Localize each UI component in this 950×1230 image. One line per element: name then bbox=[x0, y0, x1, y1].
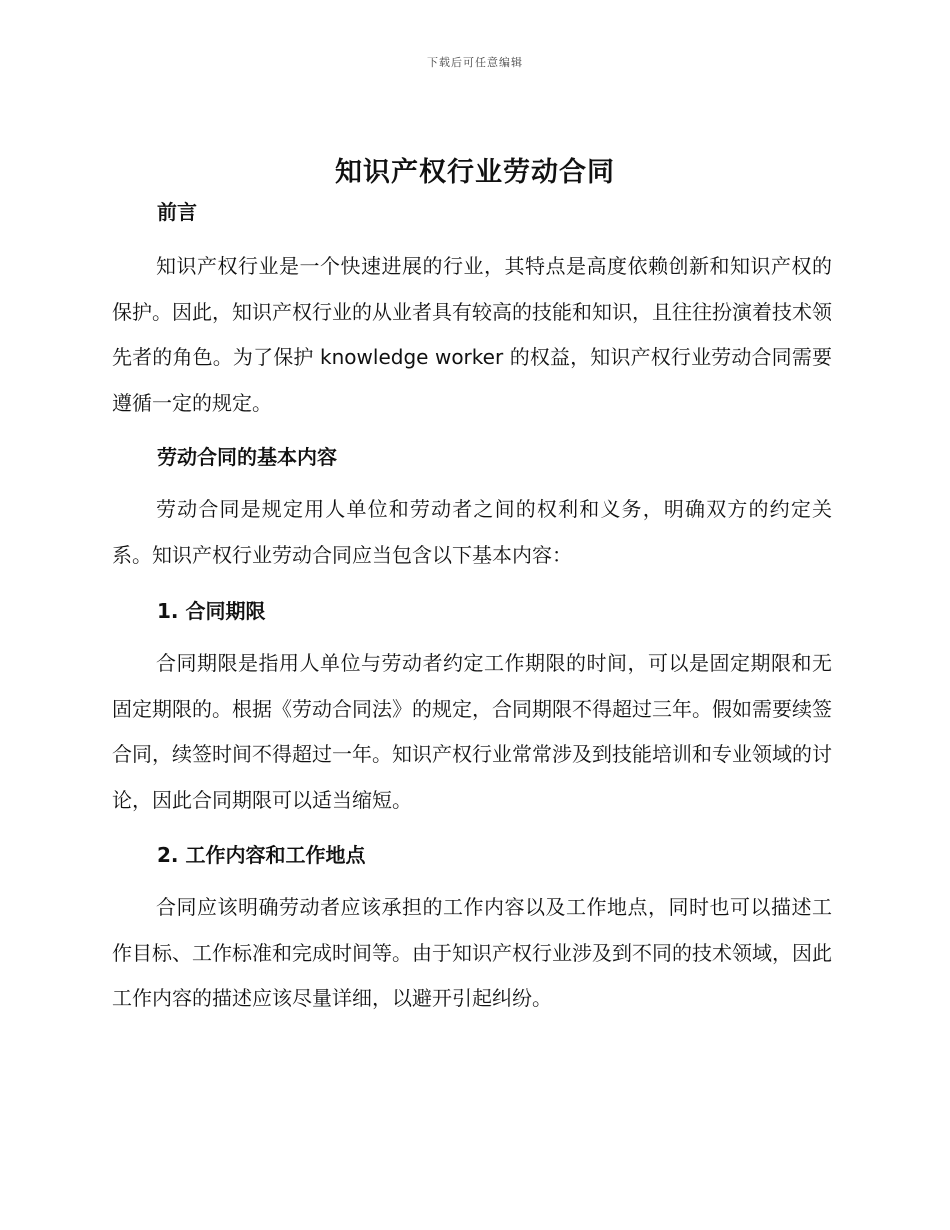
section-heading-preface: 前言 bbox=[157, 200, 197, 224]
section-heading-work-content: 2. 工作内容和工作地点 bbox=[157, 843, 366, 867]
page-header-note: 下载后可任意编辑 bbox=[427, 56, 523, 69]
document-title: 知识产权行业劳动合同 bbox=[335, 157, 615, 188]
section-paragraph-work-content: 合同应该明确劳动者应该承担的工作内容以及工作地点，同时也可以描述工作目标、工作标准和完成时间等。由于知识产权行业涉及到不同的技术领域，因此工作内容的描述应该尽量详细，以避开引起纠纷。 bbox=[112, 895, 832, 1010]
section-heading-basic-content: 劳动合同的基本内容 bbox=[157, 445, 337, 469]
section-paragraph-contract-term: 合同期限是指用人单位与劳动者约定工作期限的时间，可以是固定期限和无固定期限的。根据《劳动合同法》的规定，合同期限不得超过三年。假如需要续签合同，续签时间不得超过一年。知识产权行业常常涉及到技能培训和专业领域的讨论，因此合同期限可以适当缩短。 bbox=[112, 651, 832, 812]
section-heading-contract-term: 1. 合同期限 bbox=[157, 599, 266, 623]
section-paragraph-basic-content: 劳动合同是规定用人单位和劳动者之间的权利和义务，明确双方的约定关系。知识产权行业劳动合同应当包含以下基本内容： bbox=[112, 497, 832, 567]
section-paragraph-preface: 知识产权行业是一个快速进展的行业，其特点是高度依赖创新和知识产权的保护。因此，知识产权行业的从业者具有较高的技能和知识，且往往扮演着技术领先者的角色。为了保护 knowledge worker 的权益，知识产权行业劳动合同需要遵循一定的规定。 bbox=[112, 254, 832, 415]
